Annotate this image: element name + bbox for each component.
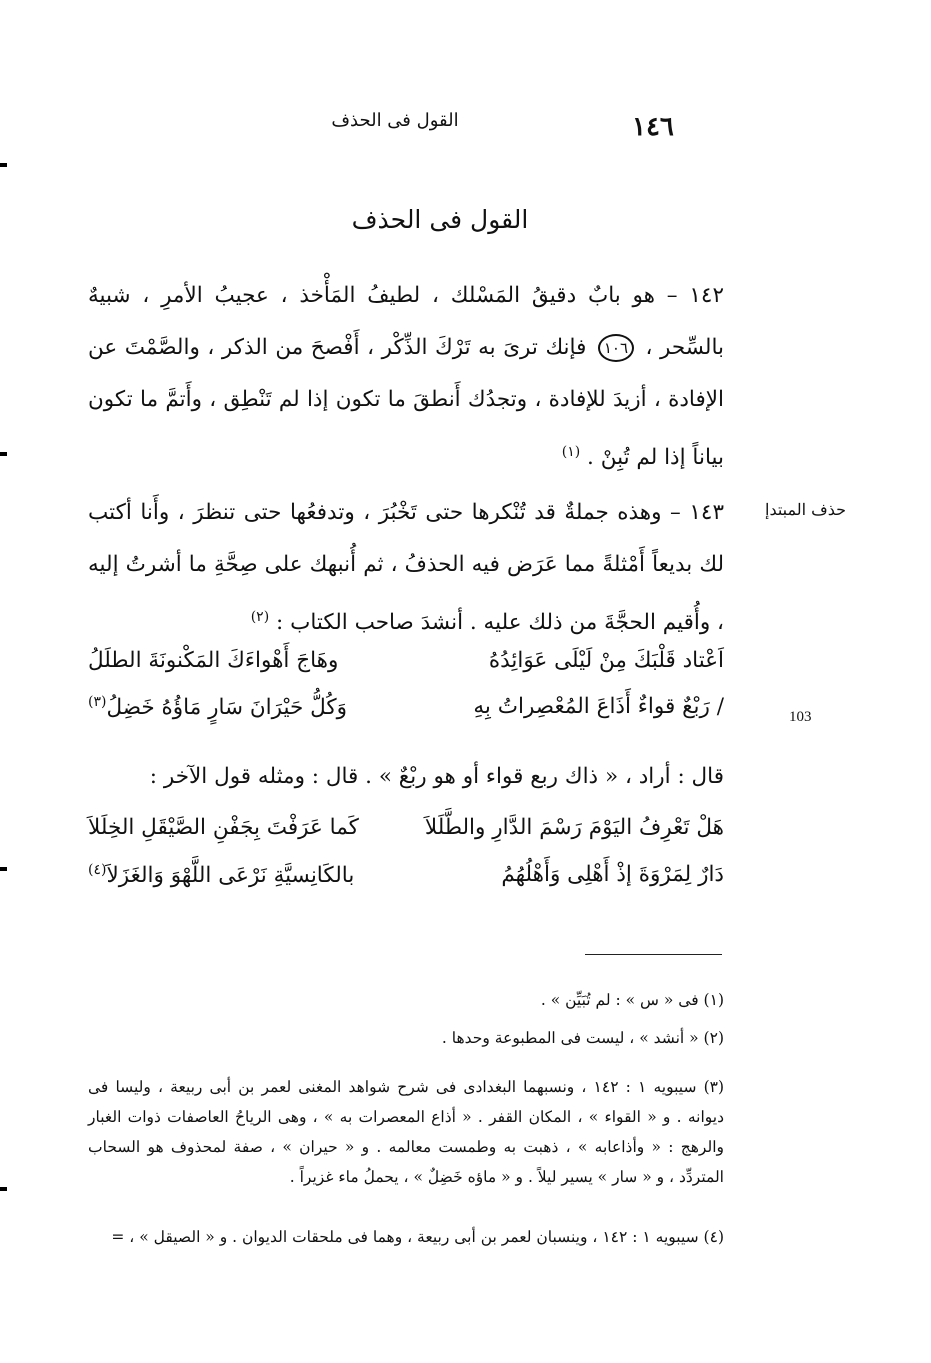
paragraph-text: فإنك ترىَ به تَرْكَ الذِّكْر ، أَفْصحَ من الذكر ، والصَّمْتَ عن الإفادة ، أزيدَ للإفادة ، وتجدُك أَنطقَ ما تكون إذا لم تَنْطِق ، وأَتمَّ ما تكون بياناً إذا لم تُبِنْ .: [88, 335, 724, 471]
scan-edge-mark: [0, 452, 7, 456]
footnote-2: (٢) « أنشد » ، ليست فى المطبوعة وحدها .: [441, 1029, 724, 1047]
verse-line: [88, 815, 724, 855]
margin-note: حذف المبتدإ: [765, 500, 847, 519]
verse-first-hemistich: دَارٌ لِمَرْوَةَ إذْ أَهْلِى وَأَهْلُهُمُ: [501, 862, 724, 887]
paragraph-commentary: [88, 757, 724, 797]
footnote-ref: (٣): [88, 694, 107, 710]
paragraph-text: ١٤٣ – وهذه جملةٌ قد تُنْكرها حتى تَخْبُرَ ، وتدفعُها حتى تنظرَ ، وأَنا أكتب لك بديعاً أَمْثلةً مما عَرَض فيه الحذفُ ، ثم أُنبهك على صِحَّةِ ما أشرتُ إليه ، وأُقيم الحجَّةَ من ذلك عليه . أنشدَ صاحب الكتاب :: [88, 500, 724, 636]
verse-line: [88, 862, 724, 902]
section-title: القول فى الحذف: [351, 205, 529, 234]
footnote-1: (١) فى « س » : لم تُبَيِّن » .: [540, 991, 724, 1009]
scan-edge-mark: [0, 1187, 7, 1191]
paragraph-142: [88, 270, 724, 484]
circled-page-marker: ١٠٦: [598, 334, 634, 362]
verse-second-hemistich: [88, 862, 354, 888]
verse-first-hemistich: اَعْتاد قَلْبَكَ مِنْ لَيْلَى عَوَائِدُهُ: [488, 648, 724, 673]
footnote-ref: (٢): [250, 609, 270, 625]
running-title: القول فى الحذف: [331, 110, 459, 131]
verse-first-hemistich: / رَبْعٌ قواءٌ أَذَاعَ المُعْصِراتُ بِهِ: [473, 694, 724, 719]
verse-line: [88, 648, 724, 688]
verse-second-hemistich: وهَاجَ أَهْواءَكَ المَكْنونَةَ الطلَلُ: [88, 648, 339, 673]
verse-line: [88, 694, 724, 734]
verse-text: بالكَانِسيَّةِ نَرْعَى اللَّهْوَ وَالغَزَلاَ: [106, 863, 355, 889]
footnote-3: (٣) سيبويه ١ : ١٤٢ ، ونسبهما البغدادى فى شرح شواهد المغنى لعمر بن أبى ربيعة ، وليسا فى ديوانه . و « القواء » ، المكان القفر . « أذاع المعصرات به » ، وهى الرياحُ العاصفات ذوات الغبار والرهج : « وأذاعابه » ، ذهبت به وطمست معالمه . و « حيران » ، صفة لمحذوف هو السحاب المتردِّد ، و « سار » يسير ليلاً . و « ماؤه خَضِلٌ » ، يحملُ ماء غزيراً .: [88, 1078, 725, 1186]
footnote-ref: (١): [561, 444, 581, 460]
scan-edge-mark: [0, 867, 7, 871]
original-page-number: 103: [789, 709, 812, 725]
paragraph-143: [88, 487, 724, 649]
footnote-ref: (٤): [88, 862, 107, 878]
footnote-4: (٤) سيبويه ١ : ١٤٢ ، وينسبان لعمر بن أبى ربيعة ، وهما فى ملحقات الديوان . و « الصيقل » ، =: [111, 1228, 724, 1246]
paragraph-text: ١٤٢ – هو بابٌ دقيقُ المَسْلك ، لطيفُ المَأْخذ ، عجيبُ الأمرِ ، شبيهٌ بالسِّحر ،: [88, 283, 724, 360]
page-number: ١٤٦: [632, 112, 674, 142]
verse-second-hemistich: [88, 694, 347, 720]
verse-text: وَكُلُّ حَيْرَانَ سَارٍ مَاؤُهُ خَضِلُ: [106, 695, 347, 721]
verse-first-hemistich: هَلْ تَعْرِفُ اليَوْمَ رَسْمَ الدَّارِ والطَّلَلاَ: [424, 815, 724, 840]
verse-second-hemistich: كَما عَرَفْتَ بِجَفْنِ الصَّيْقَلِ الخِلَلاَ: [88, 815, 359, 840]
paragraph-text: قال : أراد ، « ذاك ربع قواء أو هو ربْعٌ » . قال : ومثله قول الآخر :: [149, 764, 724, 789]
scan-edge-mark: [0, 163, 7, 167]
footnote-separator: [585, 954, 722, 955]
